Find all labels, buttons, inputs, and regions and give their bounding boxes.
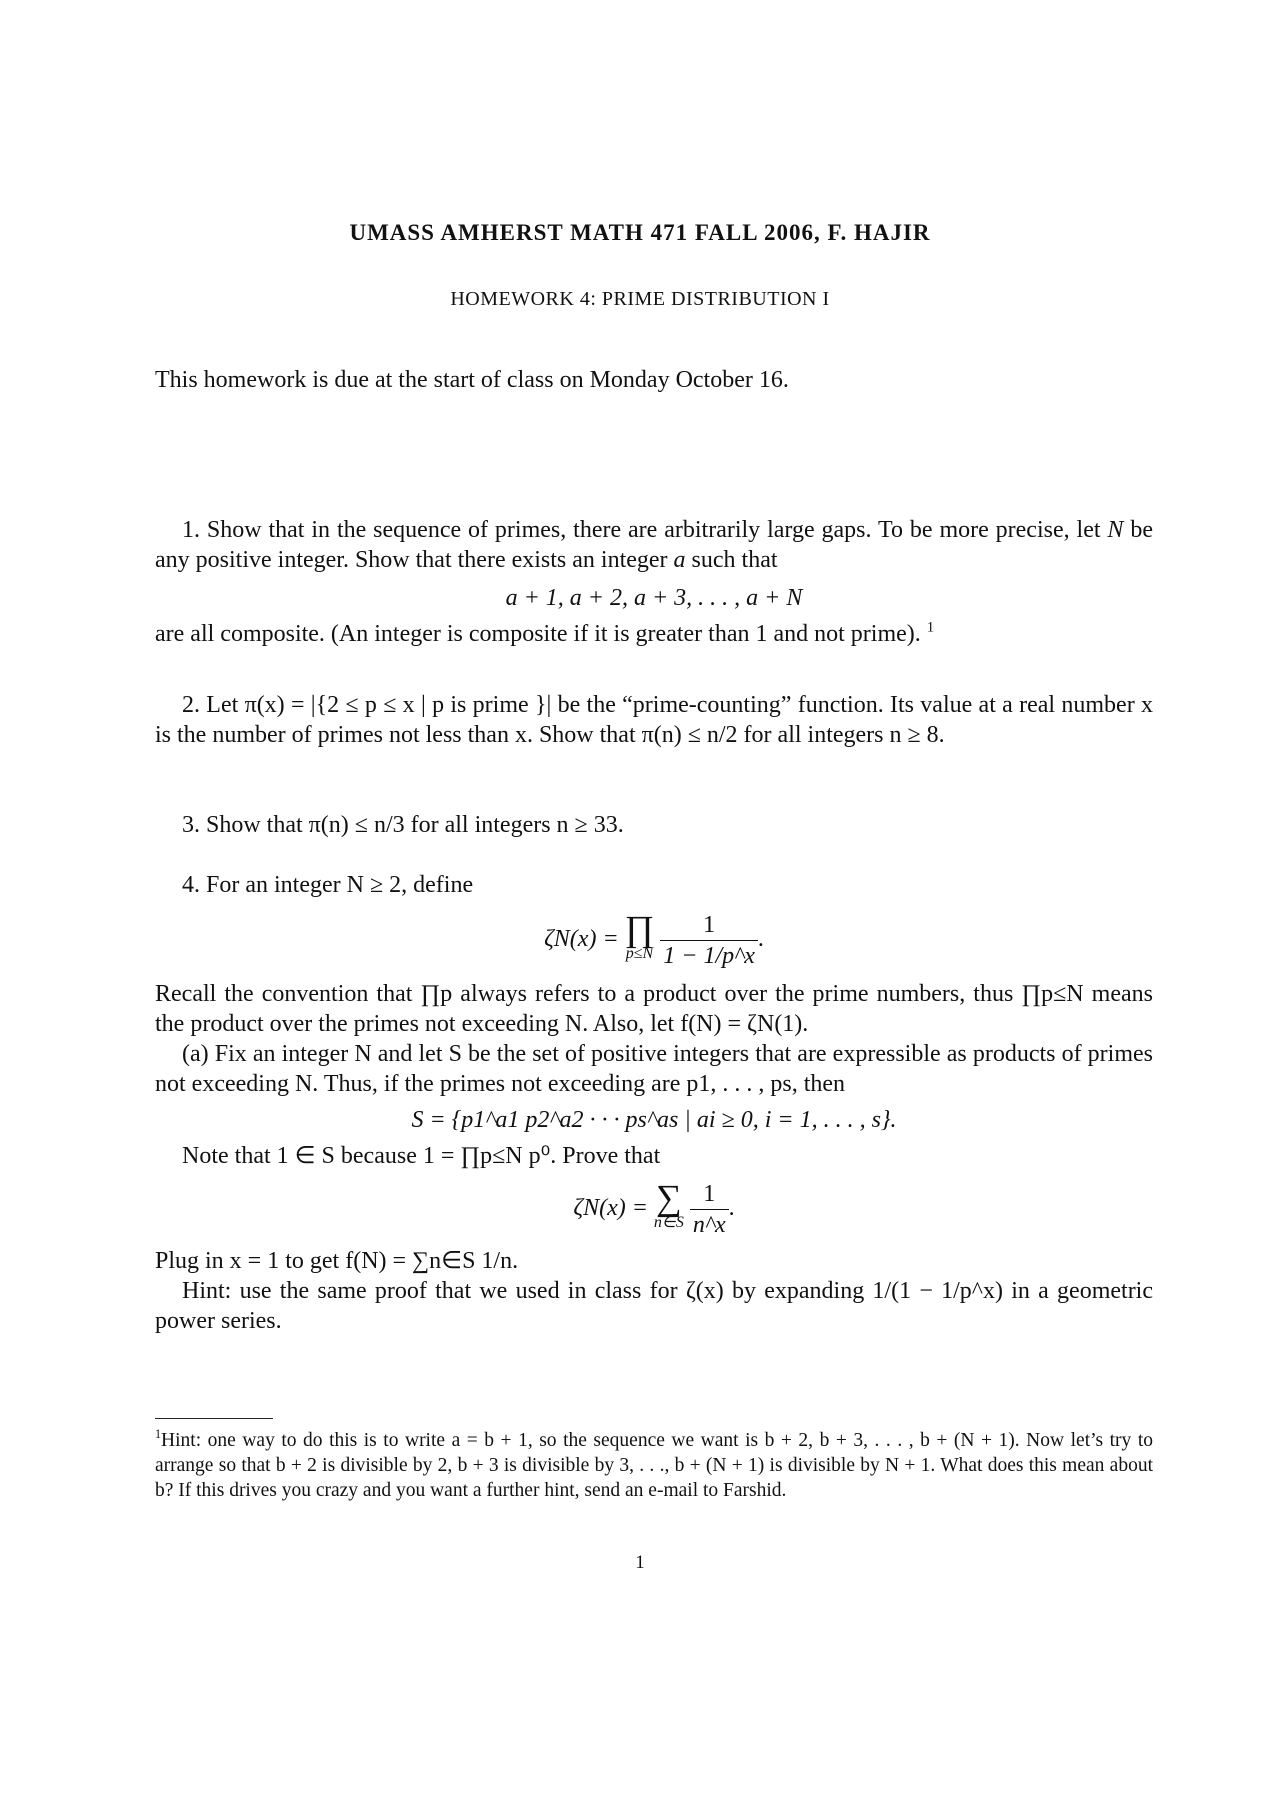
problem-2: 2. Let π(x) = |{2 ≤ p ≤ x | p is prime }| be the “prime-counting” function. Its value at a real number x is the number of primes not less than x. Show that π(n) ≤ n/2 for all integers n ≥ 8. [155, 692, 1153, 748]
zeta-product-equation: ζN(x) = ∏ p≤N $\frac{1}{1 - 1/p\^{}x}$ . [544, 908, 764, 969]
problem-1 [155, 515, 1153, 649]
problem-1-sequence: a + 1, a + 2, a + 3, . . . , a + N [505, 585, 803, 611]
footnote [155, 1428, 1153, 1503]
sum-fraction-numerator: 1 [690, 1179, 729, 1210]
footnote-text: Hint: one way to do this is to write a = b + 1, so the sequence we want is b + 2, b + 3, . . . , b + (N + 1). Now let’s try to arrange so that b + 2 is divisible by 2, b + 3 is divisible by 3, . . ., b + (N + 1) is divisible by N + 1. What does this mean about b? If this drives you crazy and you want a further hint, send an e-mail to Farshid. [155, 1430, 1153, 1501]
problem-4-intro: 4. For an integer N ≥ 2, define [182, 872, 474, 898]
problem-4-note: Note that 1 ∈ S because 1 = ∏p≤N p⁰. Prove that [182, 1143, 661, 1169]
product-operator [624, 908, 655, 969]
footnote-rule [155, 1418, 273, 1419]
zeta-sum-lhs: ζN(x) = [573, 1195, 648, 1222]
document-title: UMASS AMHERST MATH 471 FALL 2006, F. HAJIR [349, 220, 931, 245]
problem-3: 3. Show that π(n) ≤ n/3 for all integers n ≥ 33. [182, 812, 624, 838]
set-s-definition: S = {p1^a1 p2^a2 · · · ps^as | ai ≥ 0, i = 1, . . . , s}. [411, 1107, 897, 1133]
problem-4-plug: Plug in x = 1 to get f(N) = ∑n∈S 1/n. [155, 1248, 519, 1274]
document-subtitle: HOMEWORK 4: PRIME DISTRIBUTION I [450, 288, 830, 310]
product-fraction [660, 910, 758, 971]
product-fraction-numerator: 1 [660, 910, 758, 941]
problem-1-text-c: such that [685, 547, 778, 573]
sum-fraction [690, 1179, 729, 1240]
problem-4 [155, 870, 1153, 1336]
zeta-sum-equation: ζN(x) = ∑ n∈S $\frac{1}{n\^{}x}$ . [573, 1177, 735, 1238]
problem-1-var-a: a [673, 547, 686, 573]
problem-4-part-a: (a) Fix an integer N and let S be the set of positive integers that are expressible as products of primes not exceeding N. Thus, if the primes not exceeding are p1, . . . , ps, then [155, 1041, 1153, 1097]
product-fraction-denominator: 1 − 1/p^x [663, 943, 755, 969]
footnote-mark: 1 [926, 619, 935, 636]
problem-1-var-n: N [1107, 517, 1124, 543]
problem-1-conclusion [155, 619, 1153, 649]
problem-1-text-d: are all composite. (An integer is composite if it is greater than 1 and not prime). [155, 621, 921, 647]
problem-4-recall: Recall the convention that ∏p always refers to a product over the prime numbers, thus ∏p≤N means the product over the primes not exceeding N. Also, let f(N) = ζN(1). [155, 981, 1153, 1037]
problem-1-text-a: 1. Show that in the sequence of primes, there are arbitrarily large gaps. To be more precise, let [182, 517, 1108, 543]
footnote-number: 1 [155, 1427, 162, 1442]
sum-symbol: ∑ [656, 1177, 682, 1218]
product-symbol: ∏ [624, 908, 655, 949]
sum-subscript: n∈S [653, 1214, 684, 1232]
sum-fraction-denominator: n^x [692, 1212, 726, 1238]
due-note: This homework is due at the start of class on Monday October 16. [155, 367, 789, 393]
zeta-lhs: ζN(x) = [544, 926, 619, 953]
problem-4-hint: Hint: use the same proof that we used in class for ζ(x) by expanding 1/(1 − 1/p^x) in a geometric power series. [155, 1278, 1153, 1334]
product-subscript: p≤N [625, 945, 654, 963]
page-number: 1 [635, 1552, 645, 1573]
problem-1-text-b: be any positive integer. Show that there exists an integer [155, 517, 1153, 573]
problem-1-statement [155, 515, 1153, 575]
sum-operator [653, 1177, 684, 1238]
